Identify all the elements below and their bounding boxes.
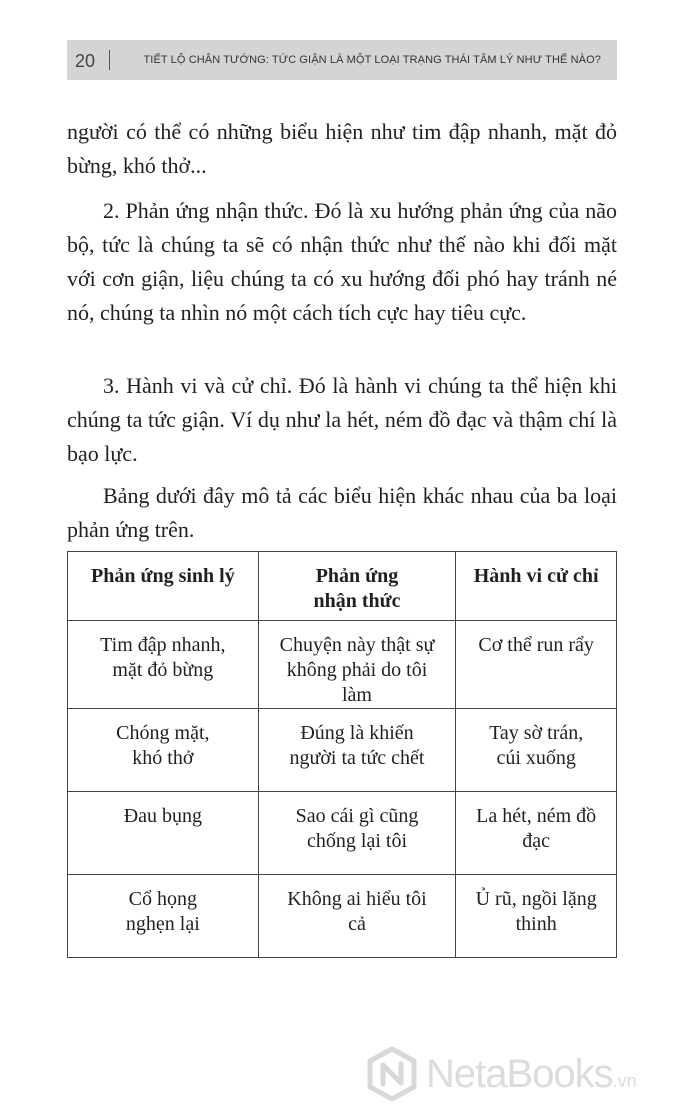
table-cell: Sao cái gì cũng chống lại tôi <box>258 792 456 875</box>
watermark-brand: NetaBooks <box>426 1052 613 1096</box>
table-cell: Chóng mặt, khó thở <box>68 709 259 792</box>
table-row <box>68 792 617 875</box>
column-header: Phản ứng nhận thức <box>258 552 456 621</box>
column-header: Hành vi cử chỉ <box>456 552 617 621</box>
table-row <box>68 621 617 709</box>
running-title: TIẾT LỘ CHÂN TƯỚNG: TỨC GIẬN LÀ MỘT LOẠI TRẠNG THÁI TÂM LÝ NHƯ THẾ NÀO? <box>143 54 601 66</box>
paragraph-behavior: 3. Hành vi và cử chỉ. Đó là hành vi chúng ta thể hiện khi chúng ta tức giận. Ví dụ như la hét, ném đồ đạc và thậm chí là bạo lực. <box>67 373 617 466</box>
table-cell: Tay sờ trán, cúi xuống <box>456 709 617 792</box>
table-cell: Không ai hiểu tôi cả <box>258 875 456 958</box>
reactions-table <box>67 551 617 958</box>
table-cell: Tim đập nhanh, mặt đỏ bừng <box>68 621 259 709</box>
table-row <box>68 875 617 958</box>
paragraph-cognitive-reaction: 2. Phản ứng nhận thức. Đó là xu hướng phản ứng của não bộ, tức là chúng ta sẽ có nhận thức như thế nào khi đối mặt với cơn giận, liệu chúng ta có xu hướng đối phó hay tránh né nó, chúng ta nhìn nó một cách tích cực hay tiêu cực. <box>67 198 617 325</box>
paragraph-continuation: người có thể có những biểu hiện như tim đập nhanh, mặt đỏ bừng, khó thở... <box>67 119 617 178</box>
table-cell: Chuyện này thật sự không phải do tôi làm <box>258 621 456 709</box>
running-header <box>67 40 617 80</box>
netabooks-watermark <box>366 1046 686 1102</box>
table-cell: Cơ thể run rẩy <box>456 621 617 709</box>
table-row <box>68 709 617 792</box>
table-cell: La hét, ném đồ đạc <box>456 792 617 875</box>
table-cell: Đúng là khiến người ta tức chết <box>258 709 456 792</box>
table-cell: Đau bụng <box>68 792 259 875</box>
column-header: Phản ứng sinh lý <box>68 552 259 621</box>
table-cell: Cổ họng nghẹn lại <box>68 875 259 958</box>
page-number: 20 <box>75 51 96 71</box>
watermark-suffix: .vn <box>612 1071 637 1091</box>
table-cell: Ủ rũ, ngồi lặng thinh <box>456 875 617 958</box>
header-divider <box>109 50 110 70</box>
netabooks-logo-icon <box>366 1046 418 1102</box>
paragraph-table-intro: Bảng dưới đây mô tả các biểu hiện khác nhau của ba loại phản ứng trên. <box>67 483 617 542</box>
table-header-row <box>68 552 617 621</box>
